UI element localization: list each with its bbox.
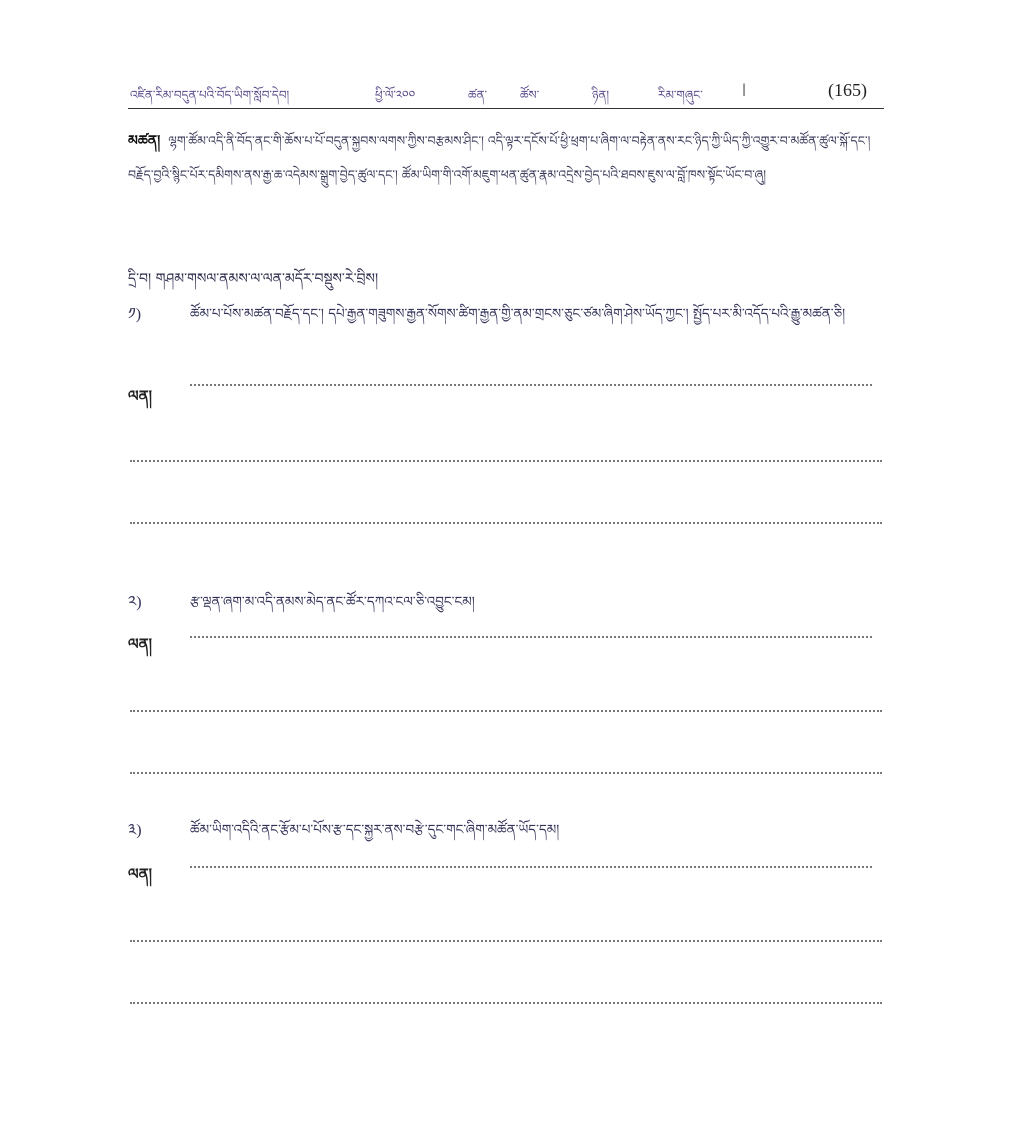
book-title: འཛིན་རིམ་བདུན་པའི་བོད་ཡིག་སློབ་དེབ། <box>130 88 290 102</box>
intro-text: ལྷག་ཚོམ་འདི་ནི་བོད་ནང་གི་ཆོས་པ་པོ་བདུན་སྐྱབས་ལགས་ཀྱིས་བརྩམས་ཤིང་། འདི་ལྟར་དངོས་པོ་ཕྱི་ཕྲག་པ་ཞིག་ལ་བརྟེན་ནས་རང་ཉིད་ཀྱི་ཡིད་ཀྱི་འགྱུར་བ་མཚོན་ཚུལ་སྐོ་དང་། བརྗོད་བྱའི་སྙིང་པོར་དམིགས་ནས་རྒྱ་ཆ་འདེམས་སྒྲུག་བྱེད་ཚུལ་དང་། ཚོམ་ཡིག་གི་འགོ་མཇུག་ཕན་ཚུན་རྣམ་འདྲེས་བྱེད་པའི་ཐབས་ཇུས་ལ་བློ་ཁས་སྟོང་ཡོང་བ་ཞུ། <box>128 133 871 182</box>
answer-label: ལན། <box>128 865 152 883</box>
header-year: ཚོས་ <box>520 88 540 102</box>
answer-line[interactable] <box>130 940 882 942</box>
answer-line[interactable] <box>130 772 882 774</box>
answer-line[interactable] <box>130 522 882 524</box>
header-grade: ཕྱི་ལོ་༢༠༠ <box>375 88 416 102</box>
header-section: རིམ་གཞུང་ <box>658 88 703 102</box>
question-number: ༣) <box>128 822 142 839</box>
answer-line[interactable] <box>190 384 872 386</box>
intro-paragraph <box>128 124 884 191</box>
answer-label: ལན། <box>128 635 152 653</box>
answer-line[interactable] <box>130 1002 882 1004</box>
answer-line[interactable] <box>130 710 882 712</box>
question-text: ཚོམ་ཡིག་འདིའི་ནང་རྩོམ་པ་པོས་རྩ་དང་སྐྱར་ནས་བརྩེ་དུང་གང་ཞིག་མཚོན་ཡོད་དམ། <box>190 822 560 838</box>
answer-line[interactable] <box>190 636 872 638</box>
running-header <box>128 80 884 109</box>
question-text: ཚོམ་པ་པོས་མཚན་བརྗོད་དང་། དཔེ་རྒྱན་གཟུགས་རྒྱན་སོགས་ཚིག་རྒྱན་གྱི་ནམ་གྲངས་ཅུང་ཙམ་ཞིག་ཤེས་ཡོད་ཀྱང་། སྤྱོད་པར་མི་འདོད་པའི་རྒྱུ་མཚན་ཅི། <box>190 306 846 322</box>
intro-label: མཚན། <box>128 133 161 149</box>
header-book: ཉིན། <box>592 88 610 102</box>
answer-label: ལན། <box>128 387 152 405</box>
question-number: ༡) <box>128 306 142 323</box>
answer-line[interactable] <box>130 460 882 462</box>
answer-line[interactable] <box>190 866 872 868</box>
exercise-instruction: དྲི་བ། གཤམ་གསལ་ནམས་ལ་ལན་མདོར་བསྡུས་རེ་བྲིས། <box>128 271 379 287</box>
question-text: རྩ་ལྡན་ཞག་མ་འདི་ནམས་མེད་ནང་ཚོར་དཀའ་ངལ་ཅི་འབྱུང་ངམ། <box>190 594 475 610</box>
page-number: (165) <box>828 80 867 100</box>
question-number: ༢) <box>128 594 142 611</box>
header-subject: ཚན་ <box>468 88 488 102</box>
header-separator: | <box>742 82 747 96</box>
